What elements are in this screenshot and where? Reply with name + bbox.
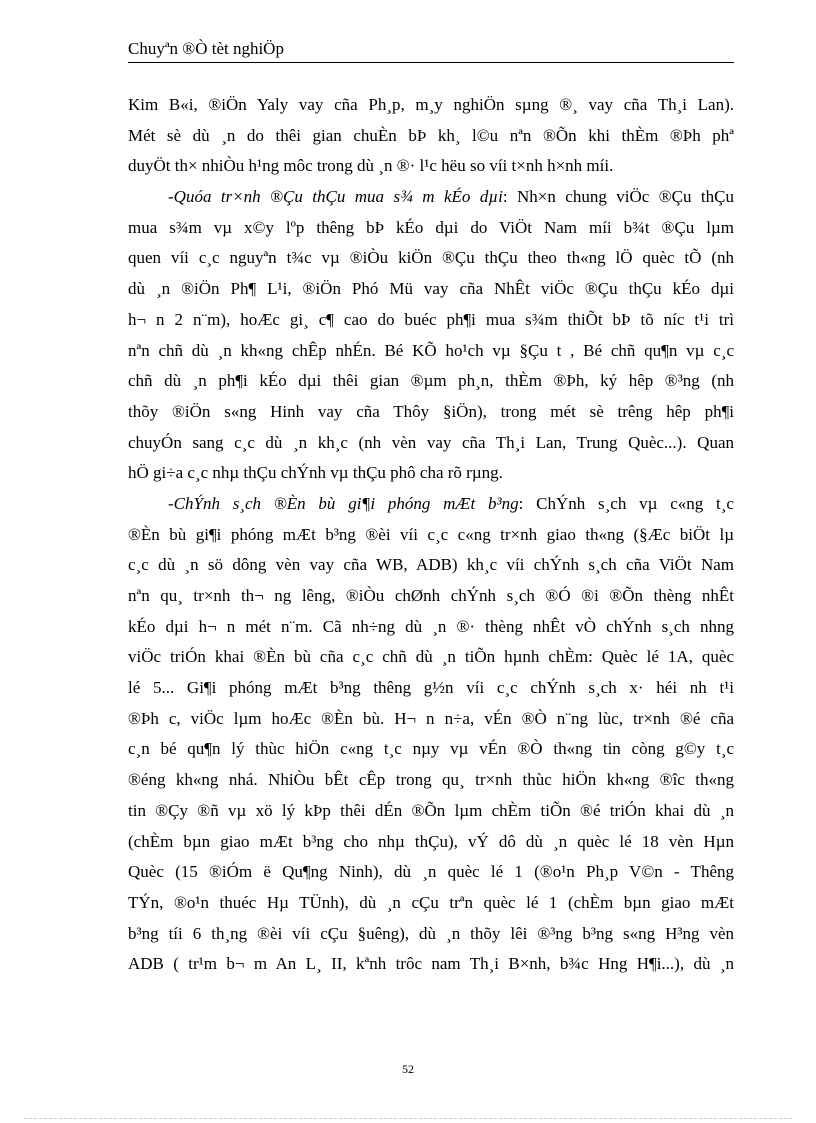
text-line: c¸n bé qu¶n lý thùc hiÖn c«ng t¸c nµy vµ vÉn ®Ò th«ng tin còng g©y t¸c [128, 739, 734, 759]
paragraph-first-line [128, 182, 734, 213]
text-line: c¸c dù ¸n sö dông vèn vay cña WB, ADB) kh¸c víi chÝnh s¸ch cña ViÖt Nam [128, 555, 734, 575]
document-body [128, 90, 734, 980]
page-number: 52 [402, 1062, 414, 1076]
text-line: ®éng kh«ng nhá. NhiÒu bÊt cÊp trong qu¸ tr×nh thùc hiÖn kh«ng ®îc th«ng [128, 770, 734, 790]
text-line: b³ng tíi 6 th¸ng ®èi víi cÇu §uêng), dù ¸n thõy lêi ®³ng b³ng s«ng H³ng vèn [128, 923, 734, 943]
paragraph-lead-italic: -ChÝnh s¸ch ®Èn bù gi¶i phóng mÆt b³ng [168, 493, 519, 513]
text-line: duyÖt th× nhiÒu h¹ng môc trong dù ¸n ®· l¹c hëu so víi t×nh h×nh míi. [128, 156, 614, 176]
text-line: h¬ n 2 n¨m), hoÆc gi¸ c¶ cao do buéc ph¶i mua s¾m thiÕt bÞ tõ níc t¹i trì [128, 309, 734, 329]
text-line: nªn chñ dù ¸n kh«ng chÊp nhÉn. Bé KÕ ho¹ch vµ §Çu t , Bé chñ qu¶n vµ c¸c [128, 340, 734, 360]
text-line: dù ¸n ®iÖn Ph¶ L¹i, ®iÖn Phó Mü vay cña NhÊt viÖc ®Çu thÇu kÉo dµi [128, 279, 734, 299]
header-divider [128, 62, 734, 63]
text-line: ®Èn bù gi¶i phóng mÆt b³ng ®èi víi c¸c c«ng tr×nh giao th«ng (§Æc biÖt lµ [128, 524, 734, 544]
text-line: chuyÓn sang c¸c dù ¸n kh¸c (nh vèn vay cña Th¸i Lan, Trung Quèc...). Quan [128, 432, 734, 452]
text-line: (chÈm bµn giao mÆt b³ng cho nhµ thÇu), vÝ dô dù ¸n quèc lé 18 vèn Hµn [128, 831, 734, 851]
text-line: thõy ®iÖn s«ng Hinh vay cña Thôy §iÖn), trong mét sè trêng hêp ph¶i [128, 401, 734, 421]
text-line: kÉo dµi h¬ n mét n¨m. Cã nh÷ng dù ¸n ®· thèng nhÊt vÒ chÝnh s¸ch nhng [128, 616, 734, 636]
text-line: TÝn, ®o¹n thuéc Hµ TÜnh), dù ¸n cÇu trªn quèc lé 1 (chÈm bµn giao mÆt [128, 892, 734, 912]
text-line: Mét sè dù ¸n do thêi gian chuÈn bÞ kh¸ l©u nªn ®Õn khi thÈm ®Þh phª [128, 125, 734, 145]
text-line: ADB ( tr¹m b¬ m An L¸ II, kªnh trôc nam Th¸i B×nh, b¾c Hng H¶i...), dù ¸n [128, 954, 734, 974]
text-line: Kim B«i, ®iÖn Yaly vay cña Ph¸p, m¸y nghiÖn sµng ®¸ vay cña Th¸i Lan). [128, 95, 734, 114]
paragraph-first-line [128, 489, 734, 520]
text-line: quen víi c¸c nguyªn t¾c vµ ®iÒu kiÖn ®Çu thÇu theo th«ng lÖ quèc tÕ (nh [128, 248, 734, 268]
text-line: hÖ gi÷a c¸c nhµ thÇu chÝnh vµ thÇu phô cha rõ rµng. [128, 463, 503, 483]
page-bottom-edge [24, 1118, 792, 1119]
page-header: Chuyªn ®Ò tèt nghiÖp [128, 39, 284, 58]
text-line: : ChÝnh s¸ch vµ c«ng t¸c [518, 493, 734, 513]
text-line: tin ®Çy ®ñ vµ xö lý kÞp thêi dÉn ®Õn lµm chÈm tiÕn ®é triÓn khai dù ¸n [128, 800, 734, 820]
text-line: chñ dù ¸n ph¶i kÉo dµi thêi gian ®µm ph¸n, thÈm ®Þh, ký hêp ®³ng (nh [128, 371, 734, 391]
text-line: ®Þh c, viÖc lµm hoÆc ®Èn bù. H¬ n n÷a, vÉn ®Ò n¨ng lùc, tr×nh ®é cña [128, 708, 734, 728]
text-line: : Nh×n chung viÖc ®Çu thÇu [502, 187, 734, 207]
text-line: viÖc triÓn khai ®Èn bù cña c¸c chñ dù ¸n tiÕn hµnh chÈm: Quèc lé 1A, quèc [128, 647, 734, 667]
text-line: mua s¾m vµ x©y lºp thêng bÞ kÉo dµi do ViÖt Nam míi b¾t ®Çu lµm [128, 217, 734, 237]
text-line: Quèc (15 ®iÓm ë Qu¶ng Ninh), dù ¸n quèc lé 1 (®o¹n Ph¸p V©n - Thêng [128, 862, 734, 882]
text-line: lé 5... Gi¶i phóng mÆt b³ng thêng g½n víi c¸c chÝnh s¸ch x· héi nh t¹i [128, 678, 734, 698]
text-line: nªn qu¸ tr×nh th¬ ng lêng, ®iÒu chØnh chÝnh s¸ch ®Ó ®i ®Õn thèng nhÊt [128, 586, 734, 605]
paragraph-lead-italic: -Quóa tr×nh ®Çu thÇu mua s¾ m kÉo dµi [168, 187, 503, 207]
